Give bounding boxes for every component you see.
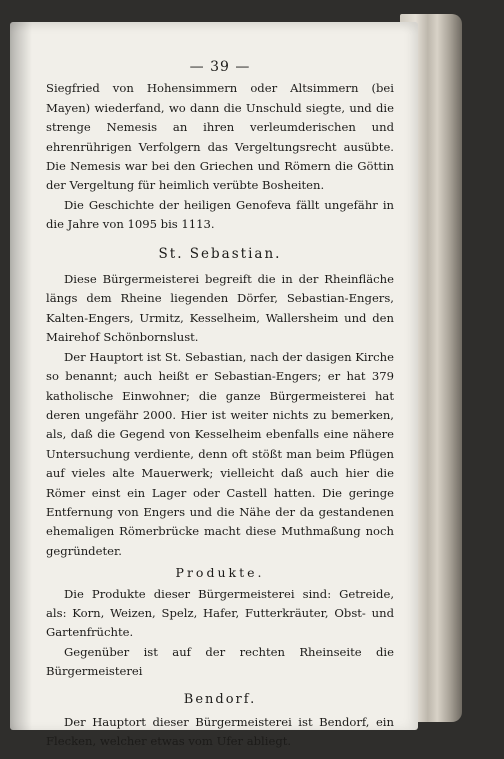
- bendorf-paragraph-1: Der Hauptort dieser Bürgermeisterei ist Bendorf, ein Flecken, welcher etwas vom Ufer abliegt.: [46, 715, 394, 749]
- produkte-paragraph-1: Die Produkte dieser Bürgermeisterei sind: Getreide, als: Korn, Weizen, Spelz, Hafer, Futterkräuter, Obst- und Gartenfrüchte.: [46, 586, 394, 640]
- st-sebastian-paragraph-2: Der Hauptort ist St. Sebastian, nach der dasigen Kirche so benannt; auch heißt er Sebastian-Engers; er hat 379 katholische Einwohner; die ganze Bürgermeisterei hat deren ungefähr 2000. Hier ist weiter nichts zu bemerken, als, daß die Gegend von Kesselheim ebenfalls eine nähere Untersuchung verdiente, denn oft stößt man beim Pflügen auf vieles alte Mauerwerk; vielleicht daß auch hier die Römer einst ein Lager oder Castell hatten. Die geringe Entfernung von Engers und die Nähe der da gestandenen ehemaligen Römerbrücke macht diese Muthmaßung noch gegründeter.: [46, 349, 394, 558]
- st-sebastian-paragraph-1: Diese Bürgermeisterei begreift die in der Rheinfläche längs dem Rheine liegenden Dörfer, Sebastian-Engers, Kalten-Engers, Urmitz, Kesselheim, Wallersheim und den Mairehof Schönbornslust.: [46, 272, 394, 345]
- page-text-block: [46, 58, 394, 752]
- page-number: — 39 —: [189, 59, 251, 75]
- book-page: [10, 22, 418, 749]
- section-title-produkte: Produkte.: [175, 565, 265, 581]
- section-title-bendorf: Bendorf.: [183, 691, 257, 707]
- section-title-st-sebastian: St. Sebastian.: [158, 245, 282, 262]
- page-gutter-shadow: [10, 22, 32, 730]
- produkte-paragraph-2: Gegenüber ist auf der rechten Rheinseite die Bürgermeisterei: [46, 644, 394, 679]
- intro-paragraph: Siegfried von Hohensimmern oder Altsimmern (bei Mayen) wiederfand, wo dann die Unschuld siegte, und die strenge Nemesis an ihren verleumderischen und ehrenrührigen Verfolgern das Vergeltungsrecht ausübte. Die Nemesis war bei den Griechen und Römern die Göttin der Vergeltung für heimlich verübte Bosheiten.: [46, 81, 394, 193]
- genofeva-paragraph: Die Geschichte der heiligen Genofeva fällt ungefähr in die Jahre von 1095 bis 1113.: [46, 197, 394, 232]
